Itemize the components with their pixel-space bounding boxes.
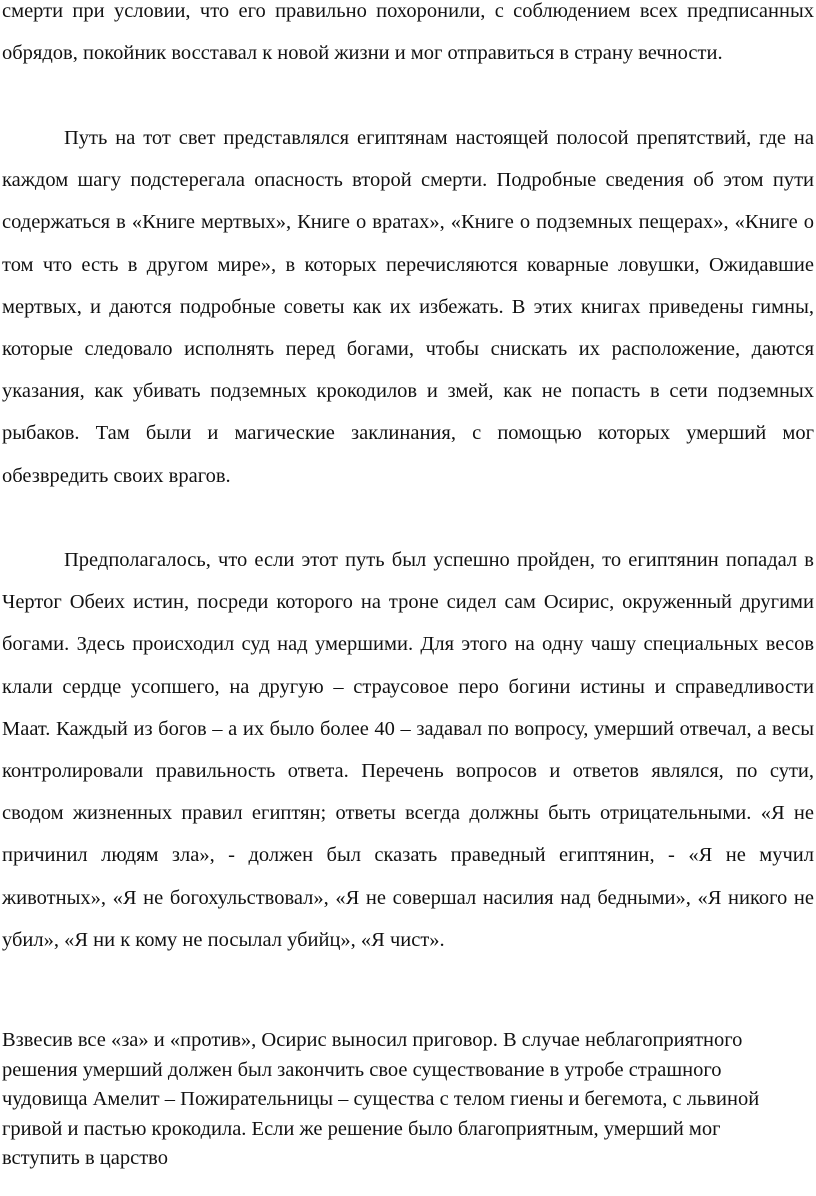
paragraph-hall-of-two-truths: Предполагалось, что если этот путь был успешно пройден, то египтянин попадал в Чертог Обеих истин, посреди которого на троне сидел сам Осирис, окруженный другими богами. Здесь происходил суд над умершими. Для этого на одну чашу специальных весов клали сердце усопшего, на другую – страусовое перо богини истины и справедливости Маат. Каждый из богов – а их было более 40 – задавал по вопросу, умерший отвечал, а весы контролировали правильность ответа. Перечень вопросов и ответов являлся, по сути, сводом жизненных правил египтян; ответы всегда должны быть отрицательными. «Я не причинил людям зла», - должен был сказать праведный египтянин, - «Я не мучил животных», «Я не богохульствовал», «Я не совершал насилия над бедными», «Я никого не убил», «Я ни к кому не посылал убийц», «Я чист». bbox=[2, 549, 814, 951]
paragraph-osiris-verdict: Взвесив все «за» и «против», Осирис выносил приговор. В случае неблагоприятного решения умерший должен был закончить свое существование в утробе страшного чудовища Амелит – Пожирательницы – существа с телом гиены и бегемота, с львиной гривой и пастью крокодила. Если же решение было благоприятным, умерший мог вступить в царство bbox=[2, 1029, 760, 1169]
paragraph-path-to-afterlife: Путь на тот свет представлялся египтянам настоящей полосой препятствий, где на каждом шагу подстерегала опасность второй смерти. Подробные сведения об этом пути содержаться в «Книге мертвых», Книге о вратах», «Книге о подземных пещерах», «Книге о том что есть в другом мире», в которых перечисляются коварные ловушки, Ожидавшие мертвых, и даются подробные советы как их избежать. В этих книгах приведены гимны, которые следовало исполнять перед богами, чтобы снискать их расположение, даются указания, как убивать подземных крокодилов и змей, как не попасть в сети подземных рыбаков. Там были и магические заклинания, с помощью которых умерший мог обезвредить своих врагов. bbox=[2, 127, 814, 487]
paragraph-continuation: смерти при условии, что его правильно похоронили, с соблюдением всех предписанных обрядов, покойник восставал к новой жизни и мог отправиться в страну вечности. bbox=[2, 0, 814, 65]
